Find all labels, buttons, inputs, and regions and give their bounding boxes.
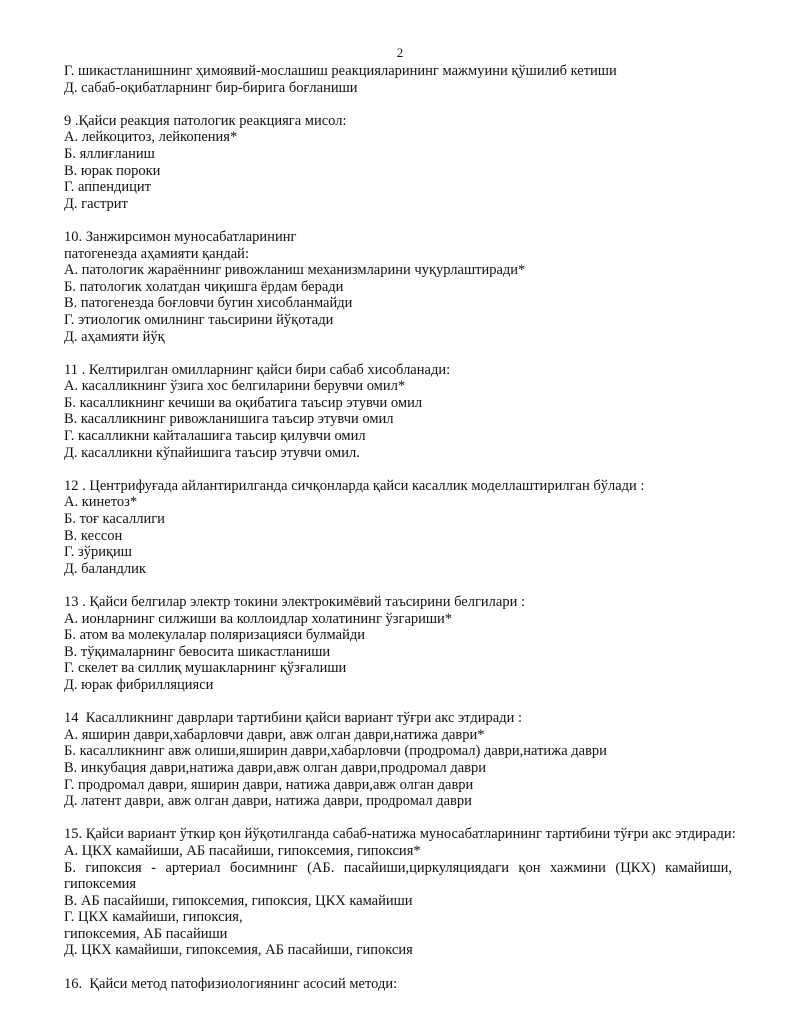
question-number: 11 . — [64, 361, 86, 378]
answer-option: Г. продромал даври, яширин даври, натижа даври,авж олган даври — [64, 776, 474, 793]
answer-option: В. юрак пороки — [64, 162, 161, 179]
question-stem — [64, 594, 732, 611]
question-number: 12 . — [64, 477, 86, 494]
question-16 — [64, 976, 732, 993]
answer-option: Б. гипоксия - артериал босимнинг (АБ. пасайиши,циркуляциядаги қон хажмини (ЦКХ) камайиши, — [64, 859, 732, 876]
answer-option: А. кинетоз* — [64, 494, 138, 511]
question-stem — [64, 826, 736, 843]
question-text: Қайси метод патофизиологиянинг асосий методи: — [89, 975, 398, 992]
document-body — [64, 63, 736, 992]
question-number: 16. — [64, 975, 83, 992]
answer-option: Б. яллиғланиш — [64, 145, 155, 162]
question-15 — [64, 826, 736, 959]
answer-option: Г. скелет ва силлиқ мушакларнинг қўзғалиши — [64, 660, 347, 677]
answer-option: Д. латент даври, авж олган даври, натижа даври, продромал даври — [64, 793, 472, 810]
answer-option: Г. аппендицит — [64, 179, 151, 196]
answer-option: Г. ЦКХ камайиши, гипоксия, — [64, 909, 243, 926]
question-text: патогенезда аҳамияти қандай: — [64, 245, 249, 262]
question-text: Центрифуғада айлантирилганда сичқонларда қайси касаллик моделлаштирилган бўлади : — [89, 477, 645, 494]
answer-option: В. патогенезда боғловчи бугин хисобланмайди — [64, 295, 353, 312]
question-text: Қайси белгилар электр токини электрокимёвий таъсирини белгилари : — [89, 594, 525, 610]
question-number: 13 . — [64, 594, 86, 610]
continued-option: Д. сабаб-оқибатларнинг бир-бирига боғланиши — [64, 79, 358, 96]
answer-option: А. лейкоцитоз, лейкопения* — [64, 129, 238, 146]
answer-option: Г. этиологик омилнинг таьсирини йўқотади — [64, 311, 334, 328]
question-stem — [64, 229, 732, 246]
answer-option: Д. ЦКХ камайиши, гипоксемия, АБ пасайиши, гипоксия — [64, 942, 413, 959]
answer-option: А. ионларнинг силжиши ва коллоидлар холатининг ўзгариши* — [64, 610, 453, 627]
answer-option: Б. тоғ касаллиги — [64, 511, 165, 528]
question-stem — [64, 976, 732, 993]
answer-option: Д. баландлик — [64, 560, 146, 577]
question-12 — [64, 478, 732, 578]
question-text: Занжирсимон муносабатларининг — [85, 228, 297, 245]
question-11 — [64, 362, 732, 462]
answer-option: А. яширин даври,хабарловчи даври, авж олган даври,натижа даври* — [64, 726, 485, 743]
answer-option: А. патологик жараённинг ривожланиш механизмларини чуқурлаштиради* — [64, 262, 526, 279]
continued-option: Г. шикастланишнинг ҳимоявий-мослашиш реакцияларининг мажмуини қўшилиб кетиши — [64, 63, 617, 79]
question-9 — [64, 113, 732, 213]
question-text: Қайси реакция патологик реакцияга мисол: — [78, 112, 347, 129]
question-number: 15. — [64, 826, 83, 843]
answer-option: Д. касалликни кўпайишига таъсир этувчи омил. — [64, 444, 360, 461]
question-number: 10. — [64, 228, 83, 245]
question-stem — [64, 478, 732, 495]
answer-option: Д. гастрит — [64, 195, 128, 212]
question-10 — [64, 229, 732, 345]
question-stem — [64, 710, 732, 727]
question-14 — [64, 710, 732, 810]
question-number: 9 . — [64, 112, 79, 129]
answer-option: В. кессон — [64, 527, 123, 544]
question-stem — [64, 113, 732, 130]
answer-option: Г. зўриқиш — [64, 544, 132, 561]
answer-option: А. ЦКХ камайиши, АБ пасайиши, гипоксемия, гипоксия* — [64, 842, 421, 859]
answer-option-continuation: гипоксемия — [64, 876, 137, 893]
question-number: 14 — [64, 710, 79, 727]
answer-option: В. инкубация даври,натижа даври,авж олган даври,продромал даври — [64, 759, 487, 776]
answer-option: В. касалликнинг ривожланишига таъсир этувчи омил — [64, 411, 394, 428]
answer-option: Г. касалликни кайталашига таьсир қилувчи омил — [64, 428, 366, 445]
answer-option: А. касалликнинг ўзига хос белгиларини берувчи омил* — [64, 378, 406, 395]
answer-option: Б. касалликнинг кечиши ва оқибатига таъсир этувчи омил — [64, 394, 423, 411]
question-text: Касалликнинг даврлари тартибини қайси вариант тўғри акс этдиради : — [85, 710, 523, 727]
answer-option: Д. юрак фибрилляцияси — [64, 676, 214, 693]
answer-option: Б. касалликнинг авж олиши,яширин даври,хабарловчи (продромал) даври,натижа даври — [64, 743, 607, 760]
question-stem — [64, 362, 732, 379]
answer-option: В. тўқималарнинг бевосита шикастланиши — [64, 643, 331, 660]
answer-option-continuation: гипоксемия, АБ пасайиши — [64, 925, 228, 942]
question-text: Келтирилган омилларнинг қайси бири сабаб хисобланади: — [88, 361, 451, 378]
question-13 — [64, 594, 732, 694]
answer-option: Б. патологик холатдан чиқишга ёрдам беради — [64, 278, 344, 295]
answer-option: В. АБ пасайиши, гипоксемия, гипоксия, ЦКХ камайиши — [64, 892, 413, 909]
answer-option: Д. аҳамияти йўқ — [64, 328, 165, 345]
answer-option: Б. атом ва молекулалар поляризацияси булмайди — [64, 627, 365, 644]
page-number: 2 — [396, 45, 404, 60]
question-text: Қайси вариант ўткир қон йўқотилганда сабаб-натижа муносабатларининг тартибини тўғри акс этдиради: — [85, 826, 736, 843]
